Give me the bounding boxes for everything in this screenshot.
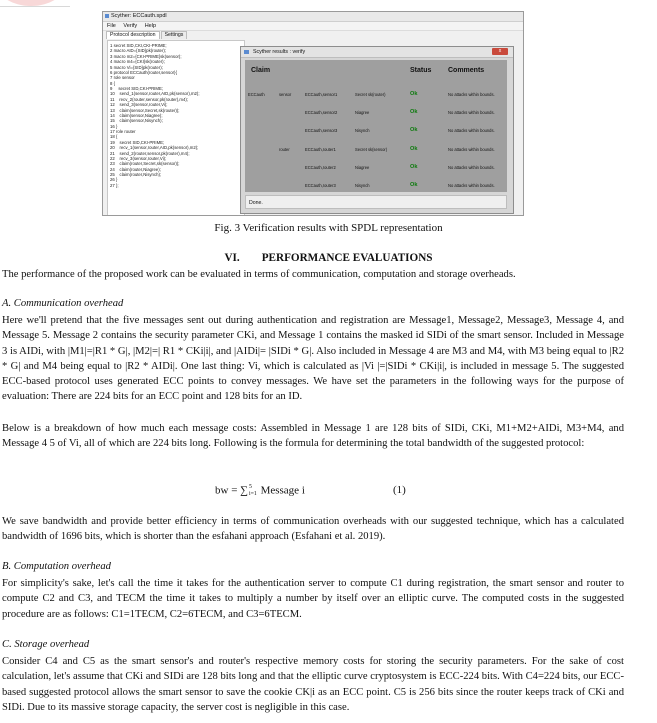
subsection-c-heading: C. Storage overhead [2,639,90,650]
code-line: 12 send_3(sensor,router,Vi); [110,102,168,108]
close-button[interactable]: x [492,48,508,55]
code-line: 2 macro AID={SID}pk(router); [110,48,167,54]
code-line: 18 { [110,134,118,140]
header-claim: Claim [251,67,271,74]
code-line: 9 secret SID,CKI-PRIME; [110,86,164,91]
paragraph-a2: Below is a breakdown of how much each message costs: Assembled in Message 1 are 128 bits of SIDi, CKi, M1+M2+AIDi, M3+M4, and Message 4 5 of Vi, all of which are 224 bits long. Following is the formula for determining the total bandwidth of the suggested protocol: [2,423,624,450]
code-line: 14 claim(sensor,Niagree); [110,112,163,118]
app-icon [244,50,249,54]
paragraph-c: Consider C4 and C5 as the smart sensor's and router's respective memory costs for storing the security parameters. For the sake of cost calculation, let's assume that CKi and SIDi are 128 bits long and that the elliptic curve cryptosystem is ECC-224 bits. With C4=224 bits, our ECC-based suggested protocol allows the smart sensor to save the cookie CK|i as an ECC point. C5 is 256 bits since the router keeps track of CKi and SIDi. Due to its massive storage capacity, the server cost is negligible in this case. [2,656,624,713]
header-comments: Comments [448,67,485,74]
claim-comment: No attacks within bounds. [448,92,495,97]
status-ok: Ok [410,109,418,116]
code-line: 17 role router [110,129,136,134]
status-bar: Done. [245,195,507,209]
status-ok: Ok [410,127,418,134]
status-ok: Ok [410,182,418,188]
code-line: 15 claim(sensor,Nisynch); [110,118,163,124]
code-line: 20 recv_1(sensor,router,AID,pk(sensor),m2); [110,145,199,151]
results-window [240,46,514,214]
tab-protocol-description[interactable]: Protocol description [106,31,160,39]
code-line: 27 }; [110,182,119,188]
claim-property: Nisynch [355,128,370,134]
code-editor[interactable] [107,40,245,216]
code-line: 16 } [110,123,118,129]
claim-id: ECCauth,router3 [305,183,336,188]
tab-bar [103,31,523,39]
section-number: VI. [224,252,240,264]
menu-file[interactable]: File [107,23,116,29]
claim-id: ECCauth,router1 [305,146,336,152]
paragraph-b: For simplicity's sake, let's call the time it takes for the authentication server to compute C1 during registration, the smart sensor and router to compute C2 and C3, and TECM the time it takes to multiply a number by itself over an elliptic curve. The computed costs in the suggested procedure are as follows: C1=1TECM, C2=6TECM, and C3=6TECM. [2,578,624,620]
menu-help[interactable]: Help [144,23,157,29]
tab-settings[interactable]: Settings [161,31,188,39]
code-line: 25 claim(router,Nisynch); [110,172,162,177]
divider [0,6,70,7]
results-title: Scyther results : verify [253,49,306,55]
paragraph-a1: Here we'll pretend that the five messages sent out during authentication and registration are Message1, Message2, Message3, Message 4, and Message 5. Message 2 contains the security parameter CKi, and Message 1 contains the masked id SIDi of the smart sensor. Included in Message 3 is AIDi, with |M1|=|R1 * G|, |M2|=| R1 * CKi|i|, and |AIDi|= |SIDi * G|. Also included in Message 4 are M3 and M4, with M3 being equal to |R2 * G| and M4 being equal to |R2 * AIDi|. One last thing: Vi, which is calculated as |Vi |=|SIDi * CKi|i|, is included in message 5. The suggested ECC-based protocol uses generated ECC points to convey messages. We have set the parameters in the following ways for the purpose of evaluation: There are 224 bits for an ECC point and 128 bits for an ID. [2,315,624,403]
claim-id: ECCauth,router2 [305,164,336,170]
code-line: 23 claim(router,Secret,sk(sensor)); [110,161,180,167]
subsection-a-heading: A. Communication overhead [2,298,124,309]
claim-property: Niagree [355,164,370,170]
code-line: 11 recv_2(router,sensor,pk(router),m4); [110,96,189,102]
code-line: 19 secret SID,CKI-PRIME; [110,139,165,145]
claim-property: Nisynch [355,183,370,188]
claim-comment: No attacks within bounds. [448,164,495,170]
code-line: 4 macro m4={CKI}sk(router); [110,59,165,65]
window-title: Scyther: ECCauth.spdl [111,13,167,19]
code-line: 10 send_1(sensor,router,AID,pk(sensor),m2); [110,91,200,97]
section-title: PERFORMANCE EVALUATIONS [261,252,433,264]
code-line: 5 macro Vi={SID}pk(router); [110,64,163,70]
window-titlebar [103,12,523,22]
claim-id: ECCauth,sensor1 [305,92,338,97]
claim-id: ECCauth,sensor3 [305,128,338,134]
claim-property: Niagree [355,110,370,116]
claim-property: Secret sk(sensor) [355,146,388,152]
claim-comment: No attacks within bounds. [448,110,495,116]
header-status: Status [410,67,432,74]
status-ok: Ok [410,91,418,97]
claim-role: router [279,146,290,152]
intro-paragraph: The performance of the proposed work can be evaluated in terms of communication, computation and storage overheads. [2,269,516,280]
status-ok: Ok [410,163,418,170]
code-line: 1 secret SID,CKI,CKI-PRIME; [110,43,167,48]
section-heading [0,252,657,264]
code-line: 24 claim(router,Niagree); [110,166,161,172]
claim-comment: No attacks within bounds. [448,183,495,188]
code-line: 26 } [110,177,118,183]
subsection-b-heading: B. Computation overhead [2,561,111,572]
claim-id: ECCauth,sensor2 [305,110,338,116]
claim-comment: No attacks within bounds. [448,128,495,134]
figure-caption: Fig. 3 Verification results with SPDL representation [214,222,443,234]
equation-number: (1) [393,484,406,496]
code-line: 7 role sensor [110,75,135,81]
paragraph-a3: We save bandwidth and provide better efficiency in terms of communication overheads with our suggested technique, which has a calculated bandwidth of 1696 bits, which is shorter than the esfahani approach (Esfahani et al. 2019). [2,516,624,543]
figure-screenshot [102,11,524,216]
menu-bar [103,22,523,31]
code-line: 8 { [110,80,116,86]
code-line: 6 protocol ECCauth(router,sensor){ [110,69,177,75]
code-line: 22 recv_3(sensor,router,Vi); [110,155,167,161]
menu-verify[interactable]: Verify [123,23,138,29]
status-ok: Ok [410,145,418,152]
equation-body: bw = ∑ 5 i=1 Message i [215,484,305,497]
protocol-name: ECCauth [248,92,265,97]
results-titlebar [241,47,513,58]
sum-symbol: ∑ [240,484,248,497]
code-line: 13 claim(sensor,Secret,sk(router)); [110,107,180,113]
results-table [245,60,507,192]
claim-property: Secret sk(router) [355,92,386,97]
code-line: 21 send_2(router,sensor,pk(router),m4); [110,150,190,156]
claim-comment: No attacks within bounds. [448,146,495,152]
claim-role: sensor [279,92,292,97]
code-line: 3 macro m2={CKI-PRIME}sk(sensor); [110,53,182,59]
app-icon [105,14,109,18]
